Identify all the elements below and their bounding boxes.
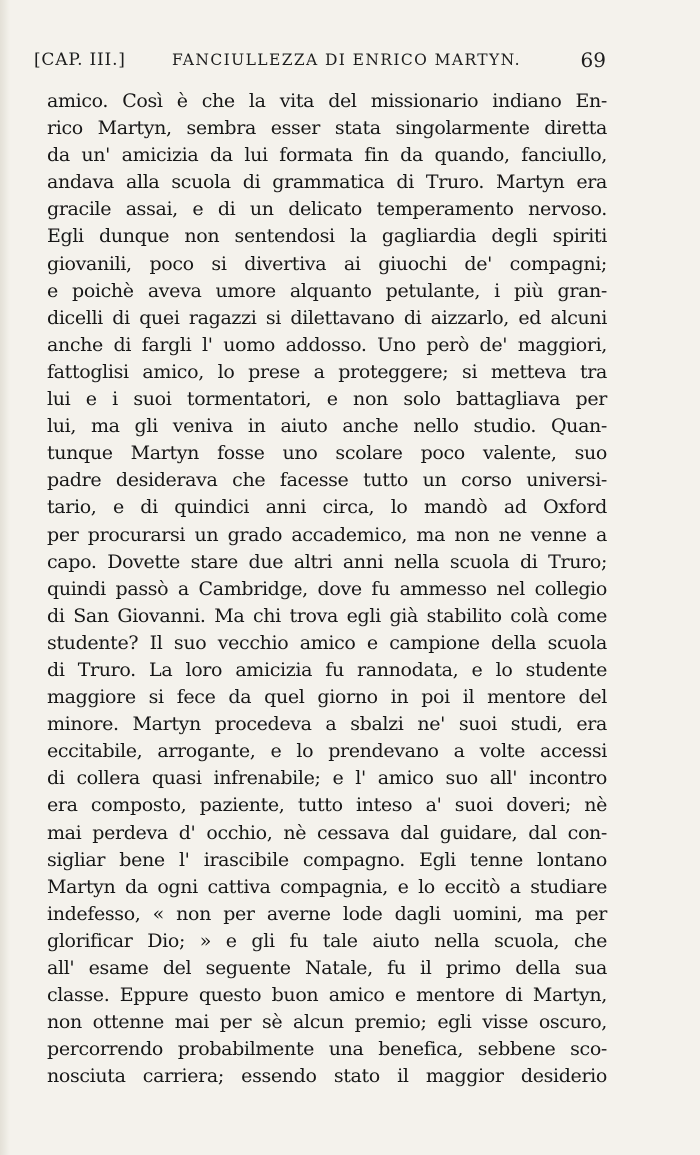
text-line: da un' amicizia da lui formata fin da quando, fanciullo, xyxy=(47,144,607,167)
text-line: di Truro. La loro amicizia fu rannodata, e lo studente xyxy=(47,658,607,681)
text-line: capo. Dovette stare due altri anni nella scuola di Truro; xyxy=(47,550,607,573)
page-edge-shadow xyxy=(0,0,10,1155)
text-line: e poichè aveva umore alquanto petulante, i più gran- xyxy=(47,279,607,302)
text-line: indefesso, « non per averne lode dagli uomini, ma per xyxy=(47,902,607,925)
body-text xyxy=(47,88,607,1090)
text-line: era composto, paziente, tutto inteso a' suoi doveri; nè xyxy=(47,794,607,817)
text-line: rico Martyn, sembra esser stata singolarmente diretta xyxy=(47,117,607,140)
text-line: lui e i suoi tormentatori, e non solo battagliava per xyxy=(47,388,607,411)
text-line: di collera quasi infrenabile; e l' amico suo all' incontro xyxy=(47,767,607,790)
text-line: lui, ma gli veniva in aiuto anche nello studio. Quan- xyxy=(47,415,607,438)
text-line: fattoglisi amico, lo prese a proteggere; si metteva tra xyxy=(47,360,607,383)
text-line: minore. Martyn procedeva a sbalzi ne' suoi studi, era xyxy=(47,713,607,736)
text-line: amico. Così è che la vita del missionario indiano En- xyxy=(47,90,607,112)
text-line: padre desiderava che facesse tutto un corso universi- xyxy=(47,469,607,492)
text-line: nosciuta carriera; essendo stato il maggior desiderio xyxy=(47,1065,607,1088)
text-line: andava alla scuola di grammatica di Truro. Martyn era xyxy=(47,171,607,194)
text-line: quindi passò a Cambridge, dove fu ammesso nel collegio xyxy=(47,577,607,600)
text-line: percorrendo probabilmente una benefica, sebbene sco- xyxy=(47,1038,607,1061)
text-line: studente? Il suo vecchio amico e campione della scuola xyxy=(47,631,607,654)
text-line: mai perdeva d' occhio, nè cessava dal guidare, dal con- xyxy=(47,821,607,844)
chapter-title: FANCIULLEZZA DI ENRICO MARTYN. xyxy=(172,51,521,69)
chapter-label: [CAP. III.] xyxy=(34,50,126,70)
text-line: tunque Martyn fosse uno scolare poco valente, suo xyxy=(47,442,607,465)
text-line: giovanili, poco si divertiva ai giuochi de' compagni; xyxy=(47,252,607,275)
text-line: all' esame del seguente Natale, fu il primo della sua xyxy=(47,957,607,979)
text-line: di San Giovanni. Ma chi trova egli già stabilito colà come xyxy=(47,604,607,627)
page-number: 69 xyxy=(580,48,606,72)
text-line: eccitabile, arrogante, e lo prendevano a volte accessi xyxy=(47,740,607,763)
text-line: glorificar Dio; » e gli fu tale aiuto nella scuola, che xyxy=(47,929,607,952)
text-line: tario, e di quindici anni circa, lo mandò ad Oxford xyxy=(47,496,607,519)
text-line: dicelli di quei ragazzi si dilettavano di aizzarlo, ed alcuni xyxy=(47,306,607,329)
text-line: Egli dunque non sentendosi la gagliardia degli spiriti xyxy=(47,225,607,248)
text-line: Martyn da ogni cattiva compagnia, e lo eccitò a studiare xyxy=(47,875,607,898)
text-line: sigliar bene l' irascibile compagno. Egli tenne lontano xyxy=(47,848,607,871)
text-line: classe. Eppure questo buon amico e mentore di Martyn, xyxy=(47,984,607,1007)
text-line: non ottenne mai per sè alcun premio; egli visse oscuro, xyxy=(47,1011,607,1034)
text-line: gracile assai, e di un delicato temperamento nervoso. xyxy=(47,198,607,221)
text-line: maggiore si fece da quel giorno in poi il mentore del xyxy=(47,686,607,709)
running-header xyxy=(34,48,606,78)
text-line: per procurarsi un grado accademico, ma non ne venne a xyxy=(47,523,607,546)
text-line: anche di fargli l' uomo addosso. Uno però de' maggiori, xyxy=(47,333,607,356)
